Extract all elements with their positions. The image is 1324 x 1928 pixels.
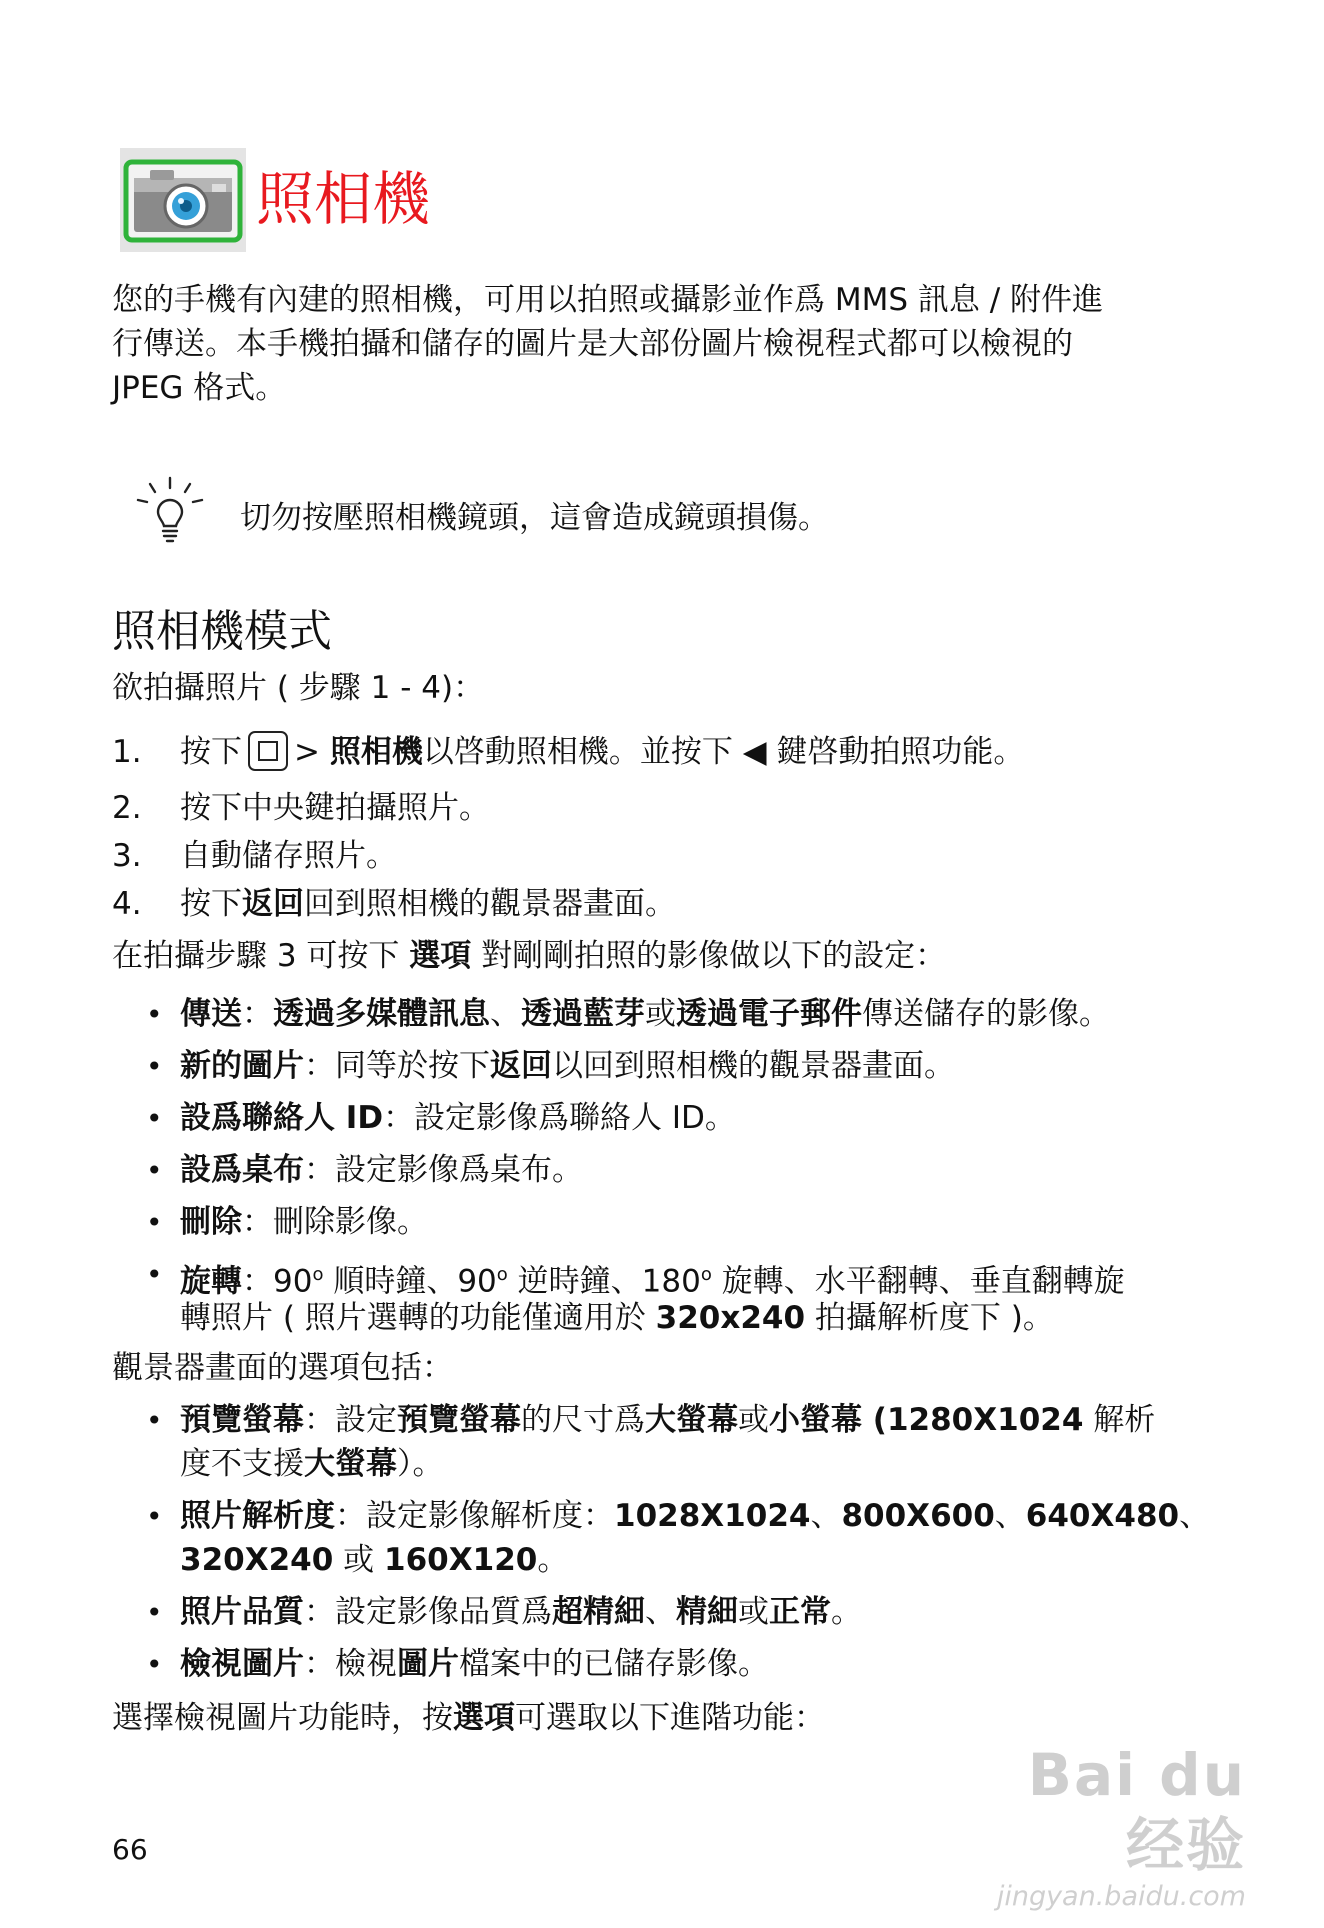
- option-label: 照片品質: [180, 1594, 304, 1630]
- text-part: 解析: [1083, 1402, 1156, 1438]
- viewfinder-item: [180, 1398, 1155, 1443]
- text-bold: 320x240: [655, 1300, 806, 1336]
- text-part: 。: [831, 1594, 862, 1630]
- text-part: 旋轉、水平翻轉、垂直翻轉旋: [711, 1263, 1125, 1300]
- text-part: 在拍攝步驟 3 可按下: [112, 938, 410, 974]
- step-bold: 返回: [242, 886, 304, 922]
- text-part: 拍攝解析度下 )。: [805, 1300, 1054, 1336]
- text-part: ：設定影像解析度：: [335, 1498, 614, 1534]
- option-label: 檢視圖片: [180, 1646, 304, 1682]
- text-part: 或: [645, 996, 676, 1032]
- text-part: 、: [810, 1498, 842, 1534]
- option-item: [180, 1200, 428, 1245]
- camera-icon: [120, 148, 246, 252]
- bullet: •: [146, 1154, 163, 1187]
- bullet: •: [146, 998, 163, 1031]
- intro-line-2: 行傳送。本手機拍攝和儲存的圖片是大部份圖片檢視程式都可以檢視的: [112, 326, 1073, 362]
- step-text-part: 按下: [180, 734, 242, 770]
- text-part: 、: [490, 996, 521, 1032]
- text-part: 順時鐘、90: [323, 1263, 497, 1300]
- text-part: 對剛剛拍照的影像做以下的設定：: [471, 938, 947, 974]
- intro-line-3: JPEG 格式。: [112, 370, 287, 406]
- viewfinder-item: [180, 1642, 769, 1687]
- text-part: 選擇檢視圖片功能時，按: [112, 1700, 453, 1736]
- menu-key-icon: [248, 731, 288, 771]
- step-text-part: 鍵啓動拍照功能。: [776, 734, 1025, 770]
- text-bold: 選項: [453, 1700, 515, 1736]
- step-text-part: 回到照相機的觀景器畫面。: [304, 886, 676, 922]
- step-number: 4.: [112, 886, 142, 922]
- step-text-part: 以啓動照相機。並按下: [422, 734, 733, 770]
- text-part: 度不支援: [180, 1446, 304, 1482]
- text-bold: (: [862, 1402, 887, 1438]
- section-title: 照相機模式: [112, 606, 332, 657]
- text-part: 、: [645, 1594, 676, 1630]
- text-part: ）。: [397, 1446, 444, 1482]
- text-part: 可選取以下進階功能：: [515, 1700, 825, 1736]
- text-part: 或: [333, 1542, 385, 1578]
- degree-mark: o: [312, 1264, 324, 1285]
- option-item-continued: [180, 1296, 1054, 1341]
- option-label: 新的圖片: [180, 1048, 304, 1084]
- page-title: 照相機: [256, 165, 431, 233]
- viewfinder-item: [180, 1590, 862, 1635]
- text-part: ：: [242, 996, 273, 1032]
- degree-mark: o: [496, 1264, 508, 1285]
- option-label: 設爲桌布: [180, 1152, 304, 1188]
- bullet: •: [146, 1404, 163, 1437]
- step-text: [180, 730, 1024, 775]
- option-item: [180, 1044, 955, 1089]
- text-part: ：設定: [304, 1402, 397, 1438]
- text-part: 、: [994, 1498, 1026, 1534]
- option-item: [180, 1096, 736, 1141]
- step-text: 按下中央鍵拍攝照片。: [180, 790, 490, 826]
- option-label: 照片解析度: [180, 1498, 335, 1534]
- text-bold: 超精細: [552, 1594, 645, 1630]
- text-bold: 選項: [409, 938, 472, 974]
- step-number: 2.: [112, 790, 142, 826]
- section-subtitle: 欲拍攝照片 ( 步驟 1 - 4)：: [112, 670, 485, 706]
- page-number: 66: [112, 1833, 148, 1866]
- baidu-watermark: [946, 1740, 1246, 1912]
- option-item: [180, 1148, 583, 1193]
- text-part: 逆時鐘、180: [507, 1263, 701, 1300]
- viewfinder-item-continued: [180, 1442, 444, 1487]
- text-part: ：90: [242, 1263, 313, 1300]
- text-bold: 透過多媒體訊息: [273, 996, 490, 1032]
- text-bold: 1280X1024: [886, 1402, 1084, 1438]
- options-intro: [112, 934, 946, 979]
- option-label: 預覽螢幕: [180, 1402, 304, 1438]
- step-text: [180, 882, 676, 927]
- text-bold: 大螢幕: [304, 1446, 397, 1482]
- text-part: 或: [738, 1594, 769, 1630]
- bullet: •: [146, 1648, 163, 1681]
- text-part: 的尺寸爲: [521, 1402, 645, 1438]
- viewfinder-intro: 觀景器畫面的選項包括：: [112, 1350, 453, 1386]
- lightbulb-icon: [134, 476, 206, 546]
- bullet: •: [146, 1206, 163, 1239]
- degree-mark: o: [700, 1264, 712, 1285]
- text-part: 傳送儲存的影像。: [862, 996, 1110, 1032]
- text-part: ：檢視: [304, 1646, 397, 1682]
- text-bold: 返回: [490, 1048, 552, 1084]
- text-part: 檔案中的已儲存影像。: [459, 1646, 769, 1682]
- text-bold: 正常: [769, 1594, 831, 1630]
- left-arrow-key-icon: ◀: [742, 734, 767, 770]
- tip-text: 切勿按壓照相機鏡頭，這會造成鏡頭損傷。: [240, 500, 829, 536]
- text-part: ：刪除影像。: [242, 1204, 428, 1240]
- text-part: ：設定影像爲桌布。: [304, 1152, 583, 1188]
- bullet: •: [146, 1596, 163, 1629]
- text-bold: 預覽螢幕: [397, 1402, 521, 1438]
- viewfinder-item: [180, 1494, 1210, 1539]
- bullet: •: [146, 1102, 163, 1135]
- text-bold: 1028X1024: [614, 1498, 811, 1534]
- bullet: •: [146, 1050, 163, 1083]
- step-number: 3.: [112, 838, 142, 874]
- viewfinder-item-continued: [180, 1538, 568, 1583]
- watermark-logo-text: Bai du 经验: [1027, 1741, 1246, 1879]
- text-bold: 小螢幕: [769, 1402, 862, 1438]
- text-bold: 320X240: [180, 1542, 334, 1578]
- step-text-part: >: [294, 734, 320, 770]
- text-part: 、: [1179, 1498, 1211, 1534]
- option-label: 傳送: [180, 996, 242, 1032]
- bullet: •: [146, 1500, 163, 1533]
- step-text-part: 按下: [180, 886, 242, 922]
- option-label: 旋轉: [180, 1263, 242, 1300]
- text-part: 。: [537, 1542, 569, 1578]
- text-part: 以回到照相機的觀景器畫面。: [552, 1048, 955, 1084]
- text-bold: 圖片: [397, 1646, 459, 1682]
- text-bold: 精細: [676, 1594, 738, 1630]
- text-bold: 640X480: [1025, 1498, 1180, 1534]
- option-label: 設爲聯絡人 ID: [180, 1100, 384, 1136]
- text-bold: 透過電子郵件: [676, 996, 862, 1032]
- option-label: 刪除: [180, 1204, 242, 1240]
- watermark-url: jingyan.baidu.com: [996, 1881, 1246, 1912]
- text-bold: 透過藍芽: [521, 996, 645, 1032]
- step-number: 1.: [112, 734, 142, 770]
- text-part: ：設定影像品質爲: [304, 1594, 552, 1630]
- text-part: ：同等於按下: [304, 1048, 490, 1084]
- step-bold: 照相機: [329, 734, 423, 770]
- text-bold: 800X600: [841, 1498, 995, 1534]
- text-bold: 160X120: [384, 1542, 538, 1578]
- intro-line-1: 您的手機有內建的照相機，可用以拍照或攝影並作爲 MMS 訊息 / 附件進: [112, 282, 1104, 318]
- text-part: ：設定影像爲聯絡人 ID。: [383, 1100, 736, 1136]
- step-text: 自動儲存照片。: [180, 838, 397, 874]
- text-bold: 大螢幕: [645, 1402, 738, 1438]
- bullet: •: [146, 1258, 163, 1291]
- option-item: [180, 992, 1110, 1037]
- final-line: [112, 1696, 825, 1741]
- text-part: 或: [738, 1402, 769, 1438]
- text-part: 轉照片 ( 照片選轉的功能僅適用於: [180, 1300, 656, 1336]
